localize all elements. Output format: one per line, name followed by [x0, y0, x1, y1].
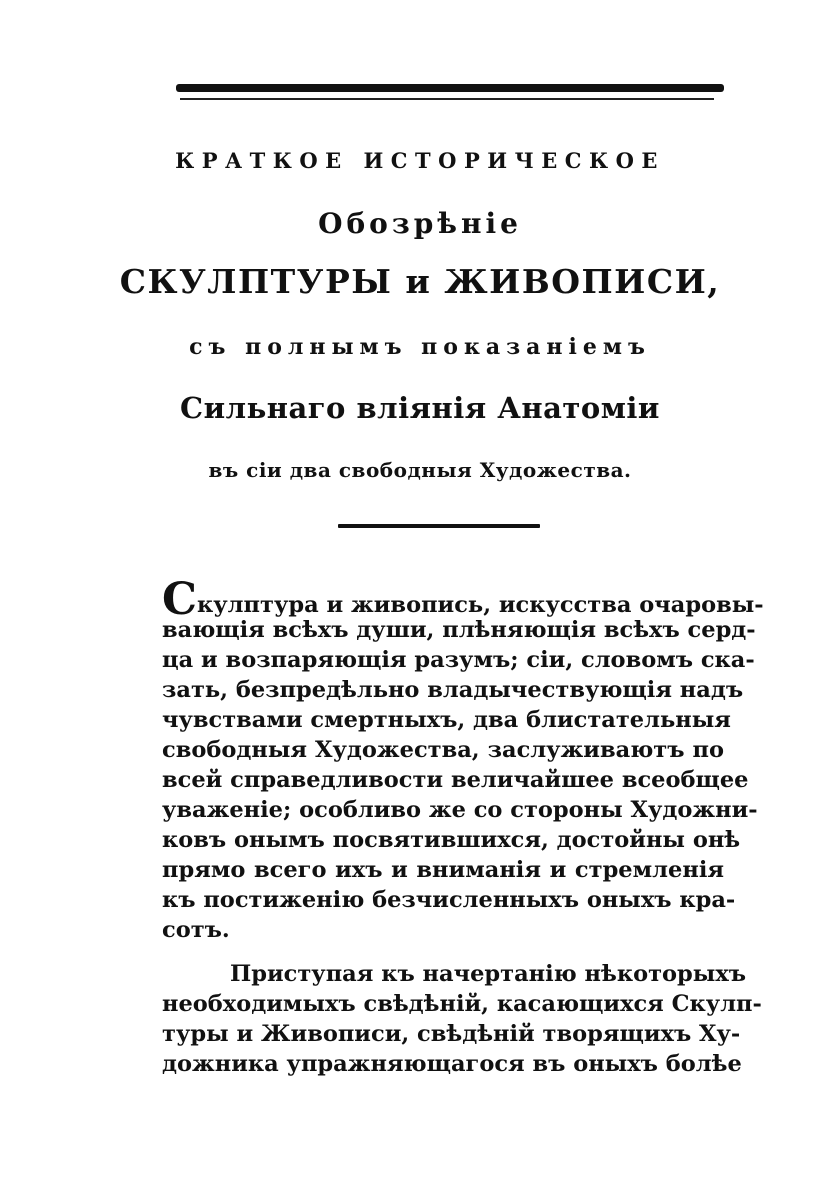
- thick-rule-line: [176, 84, 724, 92]
- paragraph-1-line: ца и возпаряющія разумъ; сіи, словомъ ска-: [162, 647, 755, 673]
- heading-line-4: съ полнымъ показаніемъ: [189, 334, 651, 360]
- heading-line-1: КРАТКОЕ ИСТОРИЧЕСКОЕ: [175, 148, 665, 173]
- paragraph-1-line: [162, 574, 764, 625]
- paragraph-2-line: туры и Живописи, свѣдѣній творящихъ Ху-: [162, 1021, 741, 1047]
- paragraph-2: [162, 959, 762, 1079]
- paragraph-1-line: вающія всѣхъ души, плѣняющія всѣхъ серд-: [162, 617, 756, 643]
- heading-line-3: СКУЛПТУРЫ и ЖИВОПИСИ,: [119, 262, 721, 301]
- paragraph-1-line: чувствами смертныхъ, два блистательныя: [162, 707, 731, 733]
- paragraph-1-line-text: кулптура и живопись, искусства очаровы-: [197, 592, 764, 618]
- heading-line-6: въ сіи два свободныя Художества.: [208, 458, 632, 482]
- paragraph-1-line: ковъ онымъ посвятившихся, достойны онѣ: [162, 827, 741, 853]
- paragraph-1-line: всей справедливости величайшее всеобщее: [162, 767, 749, 793]
- drop-cap: С: [162, 574, 198, 625]
- heading-line-5: Сильнаго вліянія Анатоміи: [180, 391, 660, 425]
- paragraph-1-line: уваженіе; особливо же со стороны Художни-: [162, 797, 758, 823]
- paragraph-2-line: необходимыхъ свѣдѣній, касающихся Скулп-: [162, 991, 762, 1017]
- paragraph-1: [162, 574, 764, 945]
- paragraph-1-line: сотъ.: [162, 917, 230, 943]
- paragraph-1-line: свободныя Художества, заслуживаютъ по: [162, 737, 724, 763]
- paragraph-2-line: дожника упражняющагося въ оныхъ болѣе: [162, 1051, 742, 1077]
- thin-rule-line: [180, 98, 714, 100]
- top-ornamental-rule: [176, 82, 724, 106]
- paragraph-1-line: къ постиженію безчисленныхъ оныхъ кра-: [162, 887, 736, 913]
- paragraph-1-line: прямо всего ихъ и вниманія и стремленія: [162, 857, 724, 883]
- heading-line-2: Обозрѣніе: [318, 207, 522, 240]
- paragraph-2-line: Приступая къ начертанію нѣкоторыхъ: [230, 961, 747, 987]
- section-divider: [338, 524, 540, 528]
- paragraph-1-line: зать, безпредѣльно владычествующія надъ: [162, 677, 744, 703]
